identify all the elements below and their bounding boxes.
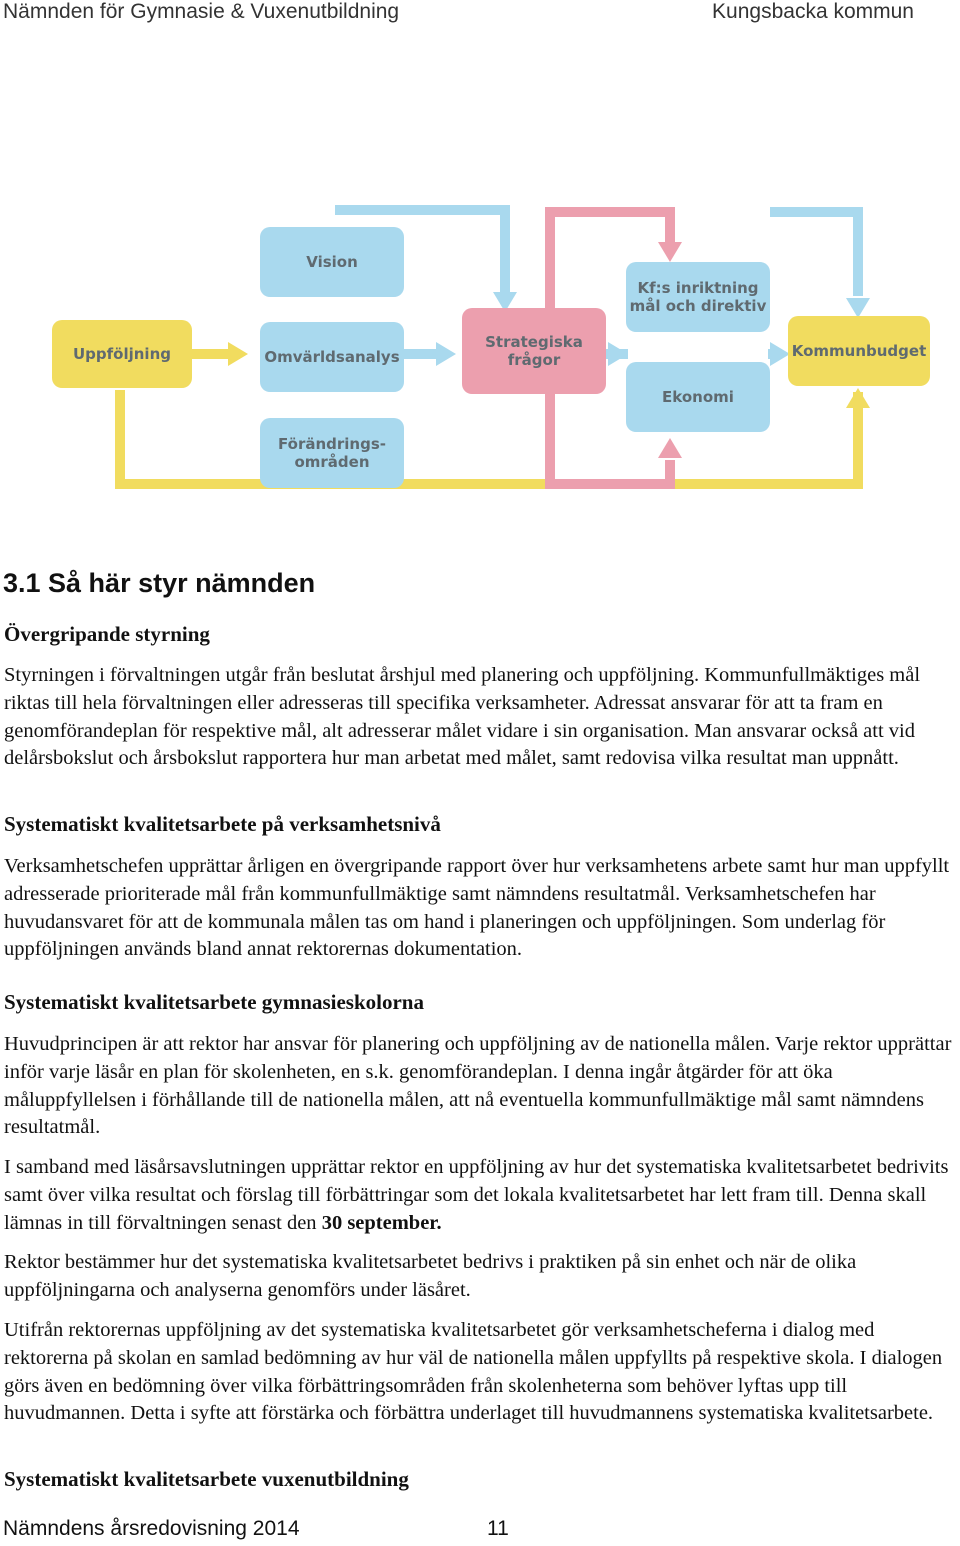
paragraph-gymnasieskolorna-4: Utifrån rektorernas uppföljning av det systematiska kvalitetsarbetet gör verksamhetscheferna i dialog med rektorerna på skolan en samlad bedömning av hur väl de nationella målen uppfyllts på respektive skola. I dialogen görs även en bedömning över vilka förbättringsområden från skolenheterna som behöver lyftas upp till huvudmannen. Detta i syfte att förstärka och förbättra underlaget till huvudmannens systematiska kvalitetsarbete.: [4, 1319, 943, 1425]
box-strategiska-fragor-label: Strategiska: [485, 333, 583, 351]
header-left: Nämnden för Gymnasie & Vuxenutbildning: [3, 0, 400, 23]
box-ekonomi: [626, 362, 770, 432]
blue-head-kommunbudget: [846, 298, 870, 318]
page-number: 11: [487, 1517, 509, 1540]
governance-diagram: [0, 195, 960, 495]
footer-title: Nämndens årsredovisning 2014: [3, 1517, 300, 1540]
paragraph-gymnasieskolorna-1: Huvudprincipen är att rektor har ansvar för planering och uppföljning av de nationella målen. Varje rektor upprättar inför varje läsår en plan för skolenheten, en s.k. genomförandeplan. I denna ingår åtgärder för att öka måluppfyllelsen i förhållande till de nationella målen, att nå eventuella kommunfullmäktige mål samt nämndens resultatmål.: [4, 1033, 952, 1139]
heading-kvalitetsarbete-gymnasieskolorna: Systematiskt kvalitetsarbete gymnasieskolorna: [4, 990, 424, 1014]
yellow-head-kommunbudget: [846, 388, 870, 408]
heading-kvalitetsarbete-verksamhetsniva: Systematiskt kvalitetsarbete på verksamhetsnivå: [4, 812, 441, 836]
deadline-date: 30 september.: [321, 1211, 442, 1234]
paragraph-kvalitetsarbete-verksamhetsniva: Verksamhetschefen upprättar årligen en övergripande rapport över hur verksamhetens arbete samt hur man uppfyllt adresserade prioriterade mål från kommunfullmäktige samt nämndens resultatmål. Verksamhetschefen har huvudansvaret för att de kommunala målen tas om hand i planeringen och uppföljningen. Som underlag för uppföljningen används bland annat rektorernas dokumentation.: [4, 855, 950, 961]
blue-head-budget: [770, 342, 790, 366]
heading-overgripande-styrning: Övergripande styrning: [4, 622, 210, 646]
pink-head-kf: [658, 242, 682, 262]
box-strategiska-fragor-label: frågor: [507, 351, 561, 369]
paragraph-gymnasieskolorna-3: Rektor bestämmer hur det systematiska kvalitetsarbetet bedrivs i praktiken på sin enhet och när de olika uppföljningarna och analyserna genomförs under läsåret.: [4, 1251, 857, 1301]
box-uppfoljning: [52, 320, 192, 388]
pink-head-bottom: [658, 438, 682, 458]
box-omvarldsanalys-label: Omvärldsanalys: [264, 348, 400, 366]
paragraph-overgripande-styrning: Styrningen i förvaltningen utgår från beslutat årshjul med planering och uppföljning. Kommunfullmäktiges mål riktas till hela förvaltningen eller adresseras till specifika verksamheter. Adressat ansvarar för att ta fram en genomförandeplan för respektive mål, alt adresserar målet vidare i sin organisation. Man ansvarar också att vid delårsbokslut och årsbokslut rapportera hur man arbetat med målet, samt redovisa vilka resultat man uppnått.: [4, 664, 921, 770]
box-kf-inriktning-label: mål och direktiv: [629, 297, 767, 315]
paragraph-gymnasieskolorna-2-text: I samband med läsårsavslutningen upprättar rektor en uppföljning av hur det systematiska kvalitetsarbetet bedrivits samt över vilka resultat och förslag till förbättringar som det lokala kvalitetsarbetet har lett fram till. Denna skall lämnas in till förvaltningen senast den: [4, 1156, 949, 1234]
box-omvarldsanalys: [260, 322, 404, 392]
blue-kf-line: [770, 212, 858, 296]
box-kommunbudget-label: Kommunbudget: [791, 342, 927, 360]
box-forandringsomraden-label: områden: [294, 453, 370, 471]
box-vision-label: Vision: [306, 253, 358, 271]
box-forandringsomraden-label: Förändrings-: [278, 435, 386, 453]
box-kommunbudget: [788, 316, 930, 386]
blue-head-omv: [436, 342, 456, 366]
header-right: Kungsbacka kommun: [712, 0, 914, 23]
box-vision: [260, 227, 404, 297]
box-strategiska-fragor: [462, 308, 606, 394]
diagram-boxes: [52, 227, 930, 488]
blue-head-kf-mid: [608, 342, 628, 366]
box-ekonomi-label: Ekonomi: [662, 388, 734, 406]
yellow-head-omvarldsanalys: [228, 342, 248, 366]
box-uppfoljning-label: Uppföljning: [72, 345, 172, 363]
box-kf-inriktning: [626, 262, 770, 332]
box-forandringsomraden: [260, 418, 404, 488]
paragraph-gymnasieskolorna-2: [4, 1154, 959, 1237]
box-kf-inriktning-label: Kf:s inriktning: [637, 279, 759, 297]
section-title: 3.1 Så här styr nämnden: [3, 568, 316, 598]
heading-kvalitetsarbete-vuxenutbildning: Systematiskt kvalitetsarbete vuxenutbildning: [4, 1467, 409, 1491]
